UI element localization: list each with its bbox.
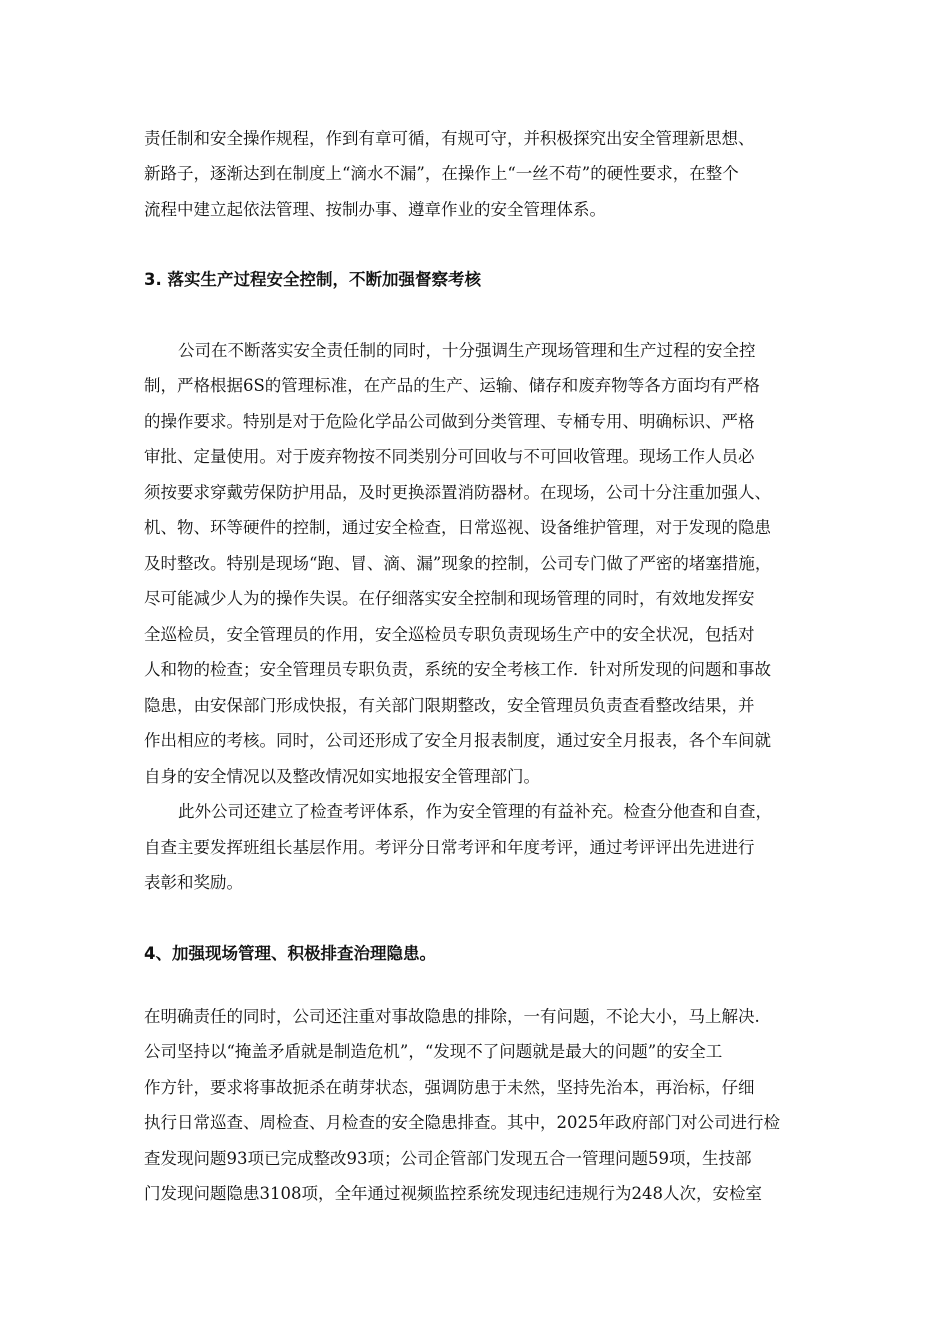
- body-line: 尽可能减少人为的操作失误。在仔细落实安全控制和现场管理的同时，有效地发挥安: [144, 589, 755, 608]
- body-line: 自查主要发挥班组长基层作用。考评分日常考评和年度考评，通过考评评出先进进行: [144, 838, 755, 857]
- body-line: 及时整改。特别是现场“跑、冒、滴、漏”现象的控制，公司专门做了严密的堵塞措施，: [144, 554, 772, 573]
- body-line: 流程中建立起依法管理、按制办事、遵章作业的安全管理体系。: [144, 200, 606, 219]
- body-line: 执行日常巡查、周检查、月检查的安全隐患排查。其中，2025年政府部门对公司进行检: [144, 1113, 780, 1132]
- body-line: 的操作要求。特别是对于危险化学品公司做到分类管理、专桶专用、明确标识、严格: [144, 412, 755, 431]
- body-line: 责任制和安全操作规程，作到有章可循，有规可守，并积极探究出安全管理新思想、: [144, 129, 755, 148]
- body-line: 新路子，逐渐达到在制度上“滴水不漏”，在操作上“一丝不苟”的硬性要求，在整个: [144, 164, 739, 183]
- body-line: 作方针，要求将事故扼杀在萌芽状态，强调防患于未然，坚持先治本，再治标，仔细: [144, 1078, 755, 1097]
- body-line: 此外公司还建立了检查考评体系，作为安全管理的有益补充。检查分他查和自查，: [178, 802, 772, 821]
- body-line: 公司在不断落实安全责任制的同时，十分强调生产现场管理和生产过程的安全控: [178, 341, 756, 360]
- body-line: 审批、定量使用。对于废弃物按不同类别分可回收与不可回收管理。现场工作人员必: [144, 447, 755, 466]
- body-line: 公司坚持以“掩盖矛盾就是制造危机”，“发现不了问题就是最大的问题”的安全工: [144, 1042, 723, 1061]
- body-line: 自身的安全情况以及整改情况如实地报安全管理部门。: [144, 767, 540, 786]
- body-line: 查发现问题93项已完成整改93项；公司企管部门发现五合一管理问题59项，生技部: [144, 1149, 752, 1168]
- body-line: 门发现问题隐患3108项，全年通过视频监控系统发现违纪违规行为248人次，安检室: [144, 1184, 762, 1203]
- body-line: 须按要求穿戴劳保防护用品，及时更换添置消防器材。在现场，公司十分注重加强人、: [144, 483, 771, 502]
- body-line: 表彰和奖励。: [144, 873, 243, 892]
- body-line: 在明确责任的同时，公司还注重对事故隐患的排除，一有问题，不论大小，马上解决.: [144, 1007, 760, 1026]
- body-line: 制，严格根据6S的管理标准，在产品的生产、运输、储存和废弃物等各方面均有严格: [144, 376, 760, 395]
- body-line: 作出相应的考核。同时，公司还形成了安全月报表制度，通过安全月报表，各个车间就: [144, 731, 771, 750]
- body-line: 隐患，由安保部门形成快报，有关部门限期整改，安全管理员负责查看整改结果，并: [144, 696, 755, 715]
- body-line: 机、物、环等硬件的控制，通过安全检查，日常巡视、设备维护管理，对于发现的隐患: [144, 518, 771, 537]
- section-heading-3: 3. 落实生产过程安全控制，不断加强督察考核: [144, 270, 481, 289]
- body-line: 人和物的检查；安全管理员专职负责，系统的安全考核工作．针对所发现的问题和事故: [144, 660, 771, 679]
- section-heading-4: 4、加强现场管理、积极排查治理隐患。: [144, 944, 436, 963]
- body-line: 全巡检员，安全管理员的作用，安全巡检员专职负责现场生产中的安全状况，包括对: [144, 625, 755, 644]
